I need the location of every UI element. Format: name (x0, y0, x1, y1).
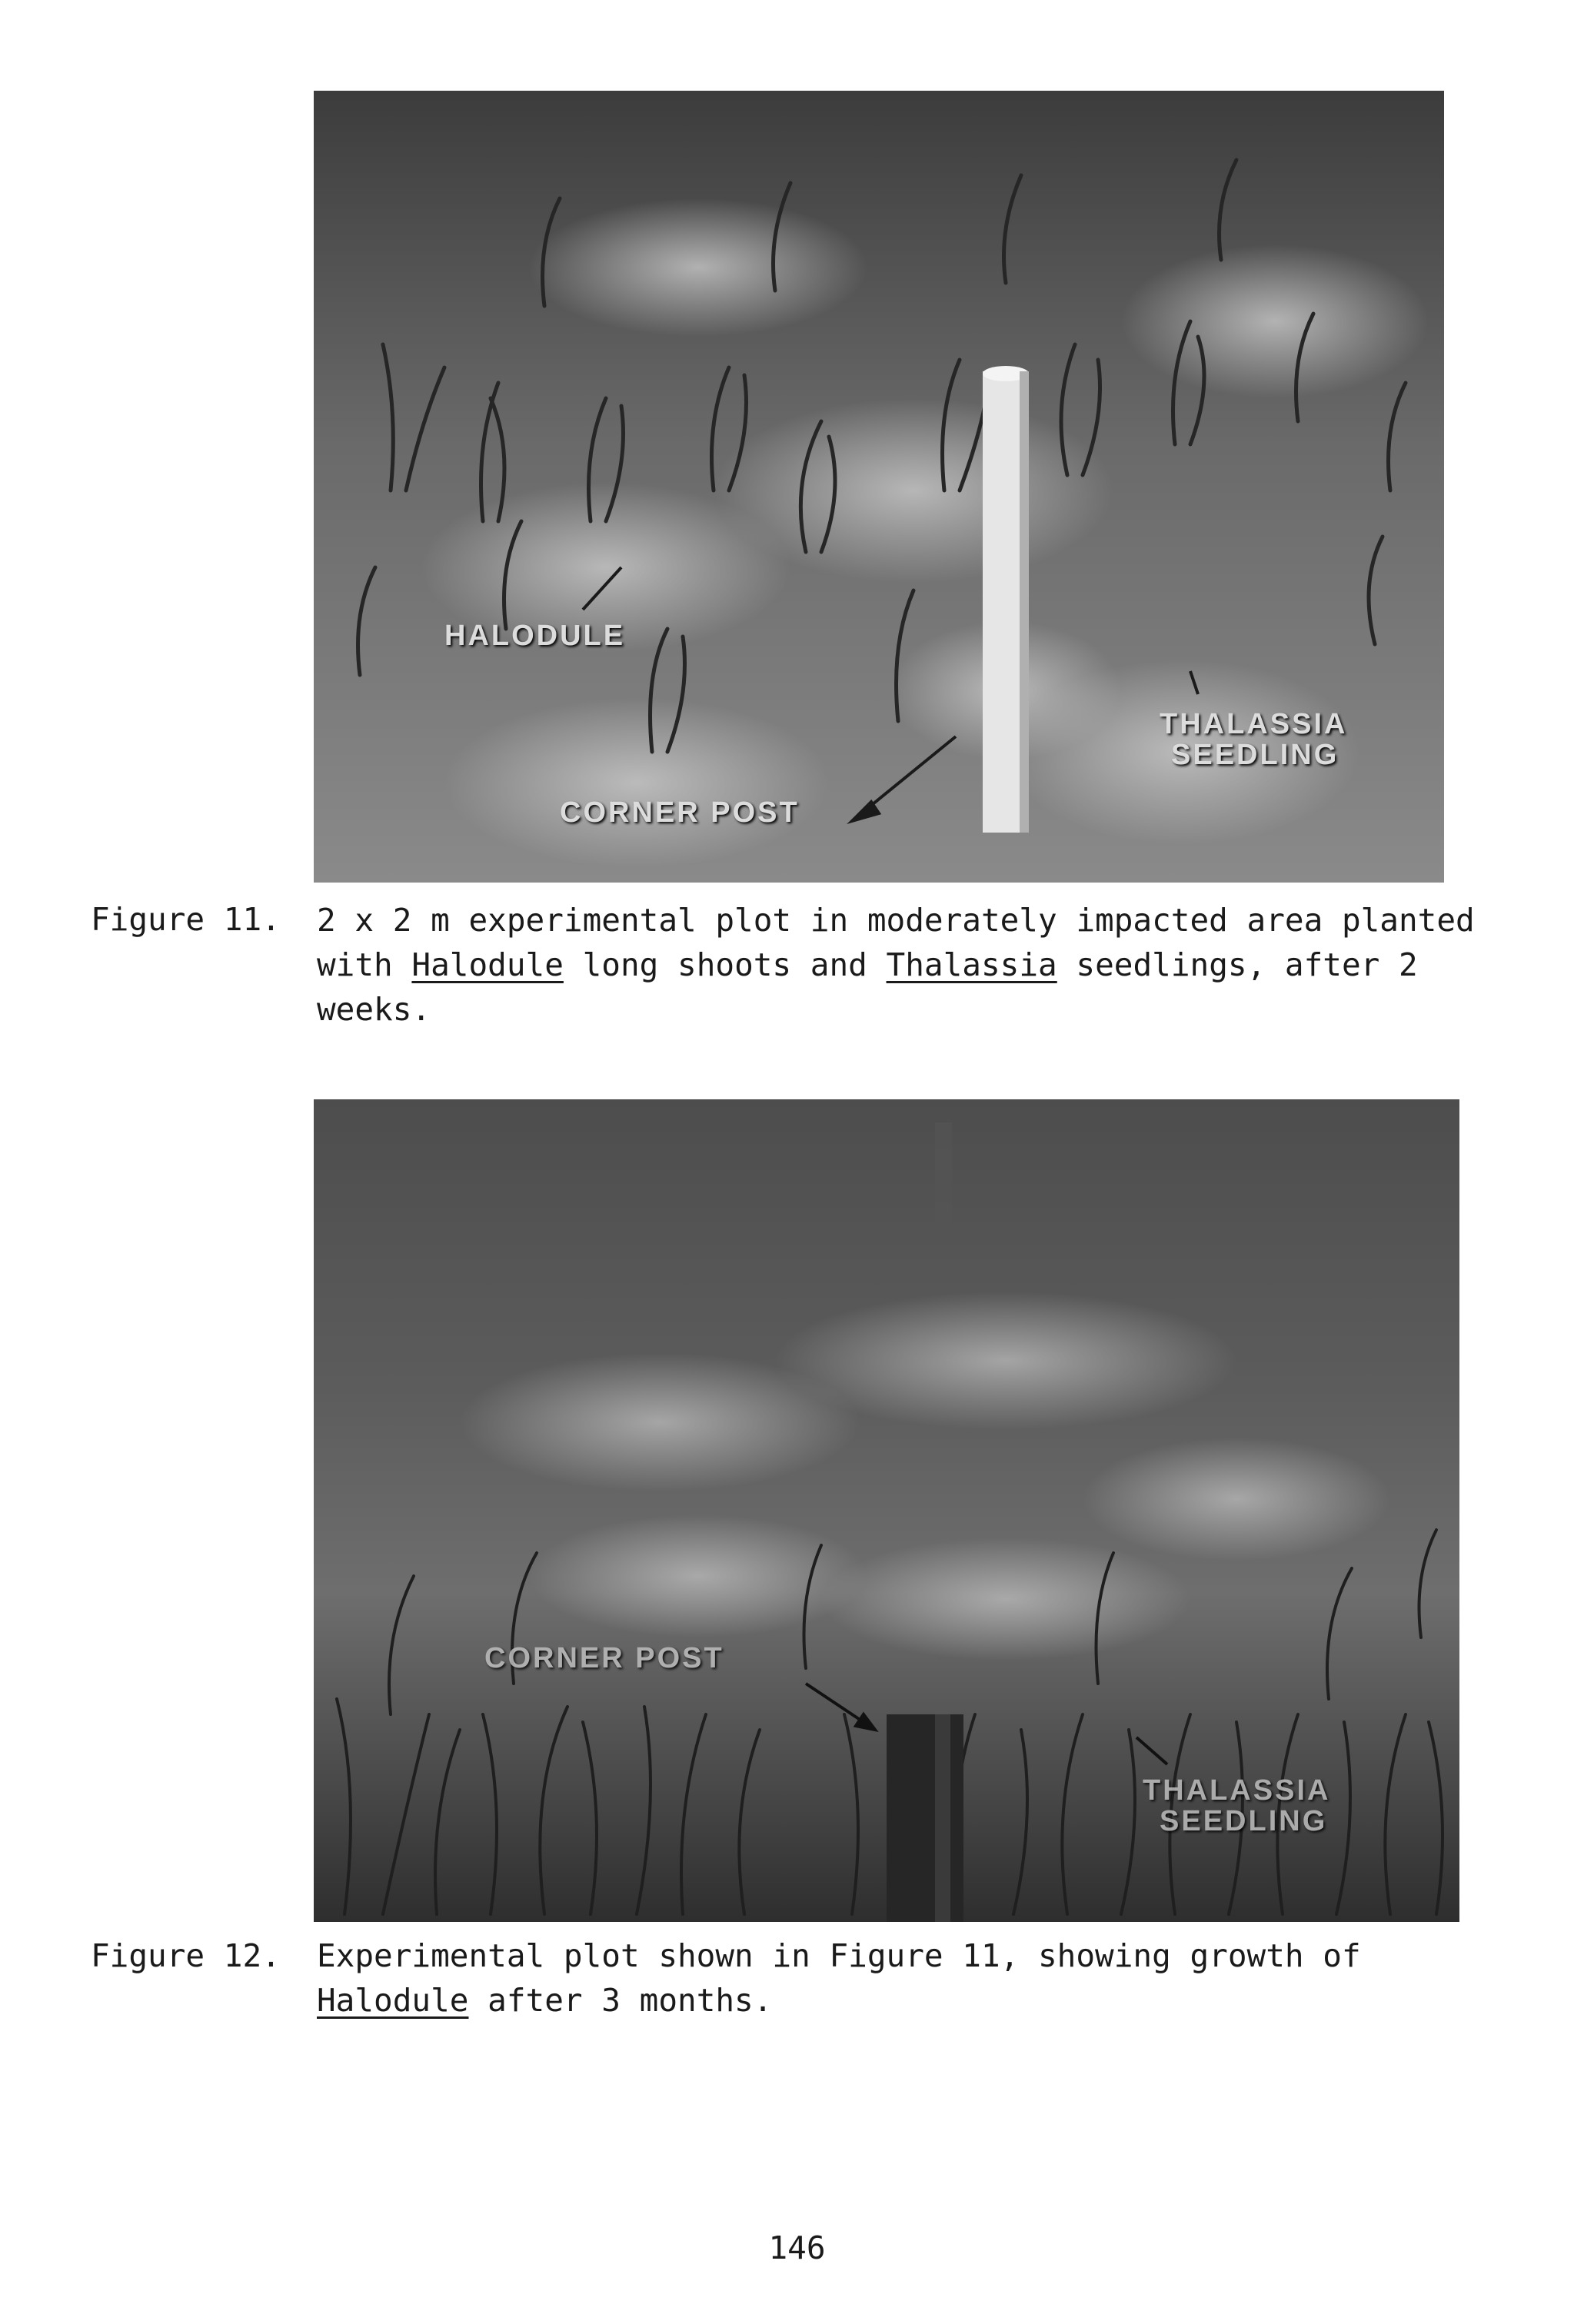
corner-post (983, 366, 1029, 833)
figure-12-photo (314, 1099, 1459, 1922)
species-name-halodule: Halodule (411, 946, 564, 983)
species-name-thalassia: Thalassia (886, 946, 1057, 983)
figure-12-caption (317, 1933, 1486, 2023)
thalassia-seedling-label-line2: SEEDLING (1160, 1805, 1328, 1837)
figure-11-photo (314, 91, 1444, 883)
caption-text-segment: seedlings, after 2 weeks. (317, 946, 1418, 1028)
species-name-halodule: Halodule (317, 1982, 469, 2019)
figure-11-caption (317, 898, 1486, 1032)
caption-text-segment: 2 x 2 m experimental plot in moderately impacted area planted with (317, 902, 1475, 983)
halodule-label: HALODULE (444, 620, 626, 652)
thalassia-seedling-label-line1: THALASSIA (1160, 708, 1348, 740)
thalassia-seedling-label-line2: SEEDLING (1171, 739, 1339, 771)
corner-post-label: CORNER POST (484, 1642, 724, 1674)
page-number: 146 (768, 2229, 826, 2266)
thalassia-seedling-label-line1: THALASSIA (1143, 1774, 1331, 1807)
caption-text-segment: Experimental plot shown in Figure 11, showing growth of (317, 1937, 1361, 1974)
caption-text-segment: long shoots and (563, 946, 887, 983)
corner-post-label: CORNER POST (560, 796, 800, 829)
figure-12-number: Figure 12. (91, 1937, 281, 1974)
figure-11-number: Figure 11. (91, 901, 281, 938)
caption-text-segment: after 3 months. (468, 1982, 773, 2019)
